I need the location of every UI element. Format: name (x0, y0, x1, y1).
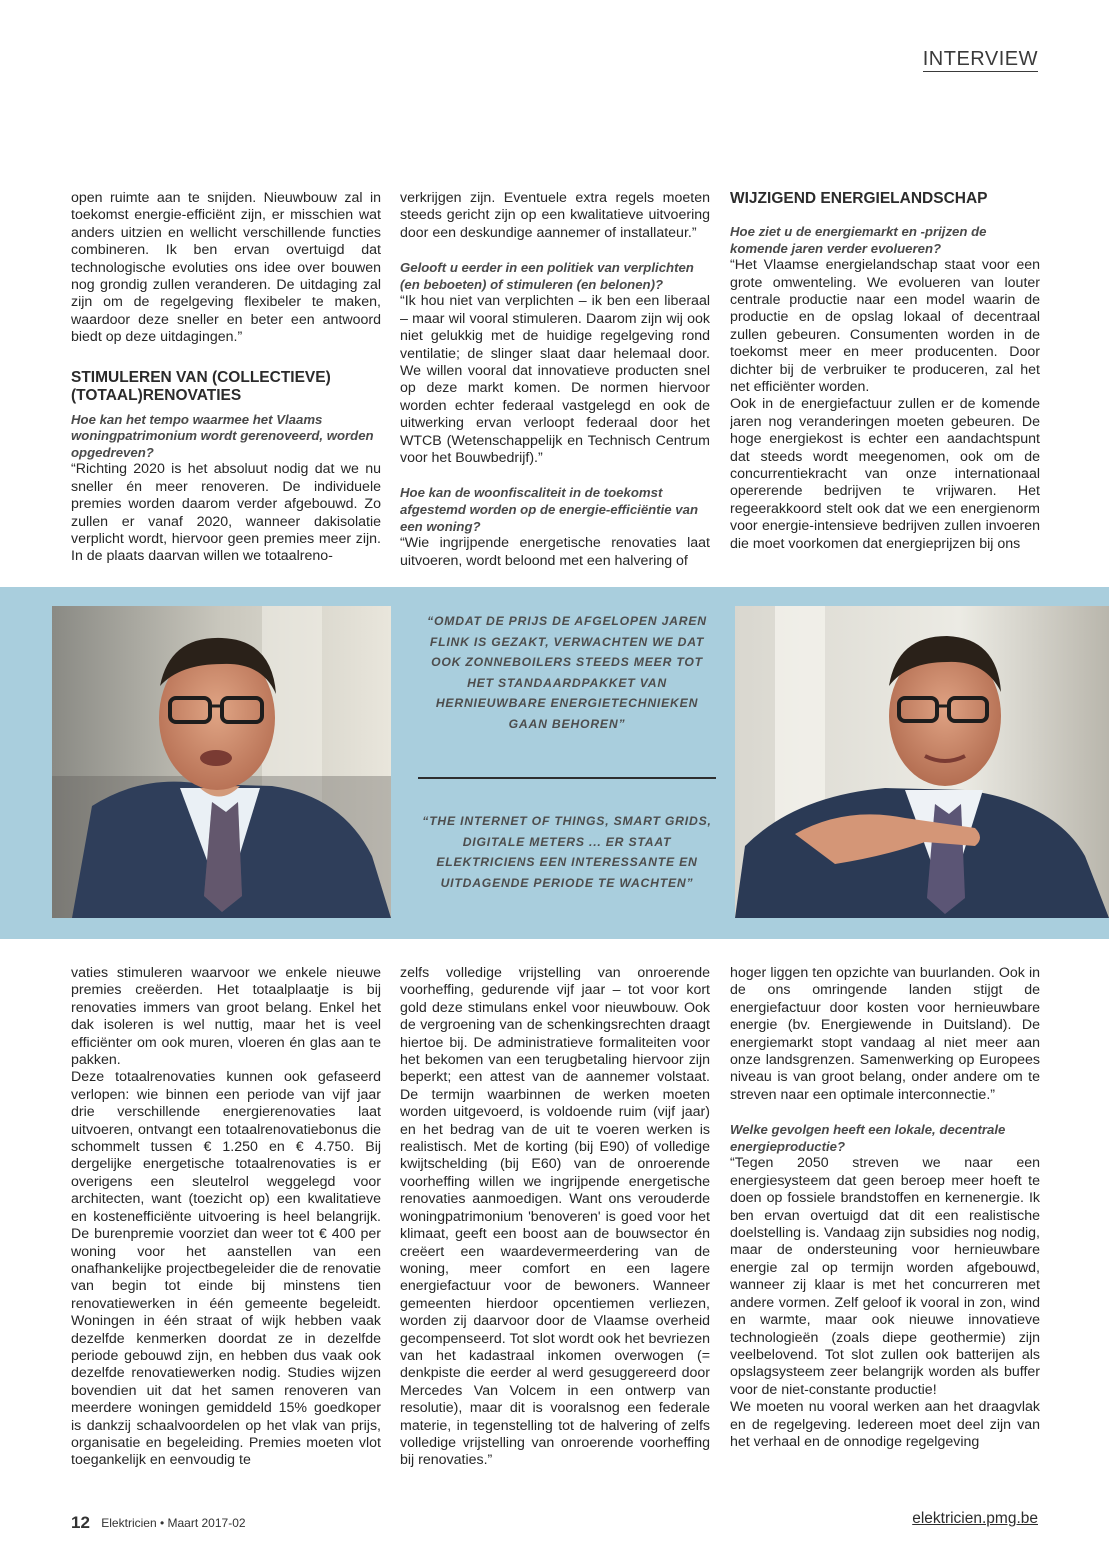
interview-answer: “Ik hou niet van verplichten – ik ben een liberaal – maar wil vooral stimuleren. Daarom zijn wij ook niet gelukkig met de huidige regelgeving rond ventilatie; de slinger slaat daar helemaal door. We willen vooral dat innovatieve producten snel op deze markt komen. De normen hiervoor worden echter federaal vastgelegd en ook de uitwerking ervan verloopt federaal door het WTCB (Wetenschappelijk en Technisch Centrum voor het Bouwbedrijf).” (400, 293, 710, 467)
website-link[interactable]: elektricien.pmg.be (912, 1510, 1038, 1527)
pull-quote-divider (418, 777, 716, 779)
paragraph: hoger liggen ten opzichte van buurlanden. Ook in de ons omringende landen stijgt de energiefactuur door kosten voor hernieuwbare energie (bv. Energiewende in Duitsland). De energiemarkt stopt vandaag al niet meer aan onze landsgrenzen. Samenwerking op Europees niveau is van groot belang, onder andere om te streven naar een optimale interconnectie.” (730, 965, 1040, 1103)
lower-column-3 (730, 965, 1040, 1485)
section-heading: WIJZIGEND ENERGIELANDSCHAP (730, 190, 988, 207)
section-heading: STIMULEREN VAN (COLLECTIEVE) (TOTAAL)RENOVATIES (71, 368, 331, 404)
pull-quote-2: “THE INTERNET OF THINGS, SMART GRIDS, DIGITALE METERS ... ER STAAT ELEKTRICIENS EEN INTERESSANTE EN UITDAGENDE PERIODE TE WACHTEN” (422, 814, 712, 890)
paragraph: Deze totaalrenovaties kunnen ook gefaseerd verlopen: wie binnen een periode van vijf jaar drie verschillende energierenovaties laat uitvoeren, ontvangt een totaalrenovatiebonus die schommelt tussen € 1.250 en € 4.750. Bij dergelijke energetische totaalrenovaties is er overigens een sleutelrol weggelegd voor architecten, want (toezicht op) een kwalitatieve en kostenefficiënte uitvoering is heel belangrijk. De burenpremie voorziet dan weer tot € 400 per woning voor het aanstellen van een onafhankelijke projectbegeleider die de renovatie van begin tot einde bij minstens tien renovatiewerken in één gemeente begeleidt. Woningen in één straat of wijk hebben vaak dezelfde kenmerken doordat ze in dezelfde periode gebouwd zijn, en hebben dus vaak ook dezelfde renovatiewerken nodig. Studies wijzen bovendien uit dat het samen renoveren van meerdere woningen gemiddeld 15% goedkoper is dankzij schaalvoordelen op het vlak van prijs, organisatie en begeleiding. Premies moeten vlot toegankelijk en eenvoudig te (71, 1069, 381, 1469)
interview-question: Hoe kan de woonfiscaliteit in de toekomst afgestemd worden op de energie-efficiëntie van een woning? (400, 485, 699, 534)
portrait-photo-left (52, 606, 391, 918)
interview-answer: “Het Vlaamse energielandschap staat voor een grote omwenteling. We evolueren van louter centrale productie naar een model waarin de productie en de opslag lokaal of decentraal zullen gebeuren. Consumenten worden in de toekomst meer en meer producenten. Door dichter bij de verbruiker te produceren, zal het net efficiënter worden. (730, 257, 1040, 396)
pull-quote-1: “OMDAT DE PRIJS DE AFGELOPEN JAREN FLINK IS GEZAKT, VERWACHTEN WE DAT OOK ZONNEBOILERS STEEDS MEER TOT HET STANDAARDPAKKET VAN HERNIEUWBARE ENERGIETECHNIEKEN GAAN BEHOREN” (427, 614, 707, 731)
magazine-issue: Elektricien • Maart 2017-02 (101, 1516, 246, 1530)
interview-question: Hoe ziet u de energiemarkt en -prijzen de komende jaren verder evolueren? (730, 224, 987, 256)
lower-column-2 (400, 965, 710, 1485)
portrait-photo-left-image (52, 606, 391, 918)
interview-question: Hoe kan het tempo waarmee het Vlaams woningpatrimonium wordt gerenoveerd, worden opgedreven? (71, 411, 374, 460)
paragraph: zelfs volledige vrijstelling van onroerende voorheffing, gedurende vijf jaar – tot voor kort gold deze stimulans enkel voor nieuwbouw. Ook de vergroening van de schenkingsrechten draagt hiertoe bij. De administratieve formaliteiten voor het bekomen van een terugbetaling hiervoor zijn beperkt; een attest van de aannemer volstaat. De termijn waarbinnen de werken moeten worden uitgevoerd, is voldoende ruim (vijf jaar) en het bedrag van de uit te voeren werken is realistisch. Met de korting (bij E90) of volledige kwijtschelding (bij E60) van de onroerende voorheffing willen we ingrijpende energetische renovaties aanmoedigen. Want ons verouderde woningpatrimonium 'benoveren' is goed voor het klimaat, geeft een boost aan de bouwsector én creëert een waardevermeerdering van de woning, meer comfort en een lagere energiefactuur voor de bewoners. Wanneer gemeenten hierdoor opcentiemen verliezen, worden zij daarvoor door de Vlaamse overheid gecompenseerd. Tot slot wordt ook het bevriezen van het kadastraal inkomen overwogen (= denkpiste die eerder al werd gesuggereerd door Mercedes Van Volcem in een ontwerp van resolutie), maar dit is vooralsnog een federale materie, in tegenstelling tot de halvering of zelfs volledige vrijstelling van onroerende voorheffing bij renovaties.” (400, 965, 710, 1469)
interview-question: Welke gevolgen heeft een lokale, decentrale energieproductie? (730, 1122, 1006, 1154)
interview-answer: “Richting 2020 is het absoluut nodig dat we nu sneller én meer renoveren. De individuele premies worden daarom verder afgebouwd. Zo zullen er vanaf 2020, wanneer dakisolatie verplicht wordt, hiervoor geen premies meer zijn. In de plaats daarvan willen we totaalreno- (71, 461, 381, 565)
paragraph: verkrijgen zijn. Eventuele extra regels moeten steeds gericht zijn op een kwalitatieve uitvoering door een deskundige aannemer of installateur.” (400, 190, 710, 241)
interview-answer: Ook in de energiefactuur zullen er de komende jaren nog veranderingen moeten gebeuren. De hoge energiekost is echter een aandachtspunt dat steeds wordt meegenomen, ook om de concurrentiekracht van onze internationaal opererende bedrijven te vrijwaren. Het regeerakkoord stelt ook dat we een energienorm voor energie-intensieve bedrijven zullen invoeren die moet voorkomen dat energieprijzen bij ons (730, 396, 1040, 552)
paragraph: vaties stimuleren waarvoor we enkele nieuwe premies creëerden. Het totaalplaatje is bij renovaties immers van groot belang. Enkel het dak isoleren is wel nuttig, maar het is veel efficiënter om ook muren, vloeren én glas aan te pakken. (71, 965, 381, 1069)
portrait-photo-right (735, 606, 1109, 918)
paragraph: open ruimte aan te snijden. Nieuwbouw zal in toekomst energie-efficiënt zijn, er misschien wat anders uitzien en wellicht verschillende functies combineren. Ik ben ervan overtuigd dat technologische evoluties ons idee over bouwen nog grondig zullen veranderen. De uitdaging zal zijn om de regelgeving flexibeler te maken, waardoor deze sneller en beter een antwoord biedt op deze uitdagingen.” (71, 190, 381, 346)
interview-answer: “Tegen 2050 streven we naar een energiesysteem dat geen beroep meer hoeft te doen op fossiele brandstoffen en kernenergie. Ik ben ervan overtuigd dat dit een realistische doelstelling is. Vandaag zijn subsidies nog nodig, maar de ondersteuning voor hernieuwbare energie zal op termijn worden afgebouwd, wanneer zij klaar is met het concurreren met andere vormen. Zelf geloof ik vooral in zon, wind en warmte, maar ook nieuwe innovatieve technologieën (zoals diepe geothermie) zijn veelbelovend. Tot slot zullen ook batterijen als opslagsysteem zeer belangrijk worden als buffer voor de niet-constante productie! (730, 1155, 1040, 1398)
upper-column-2 (400, 190, 710, 570)
page-footer (71, 1513, 246, 1533)
portrait-photo-right-image (735, 606, 1109, 918)
upper-column-3 (730, 190, 1040, 570)
interview-question: Gelooft u eerder in een politiek van verplichten (en beboeten) of stimuleren (en belonen)? (400, 260, 694, 292)
section-label: INTERVIEW (922, 48, 1038, 70)
lower-column-1 (71, 965, 381, 1485)
upper-column-1 (71, 190, 381, 570)
page-number: 12 (71, 1513, 90, 1532)
interview-answer: “Wie ingrijpende energetische renovaties laat uitvoeren, wordt beloond met een halvering of (400, 535, 710, 569)
interview-answer: We moeten nu vooral werken aan het draagvlak en de regelgeving. Iedereen moet deel zijn van het verhaal en de onnodige regelgeving (730, 1399, 1040, 1450)
